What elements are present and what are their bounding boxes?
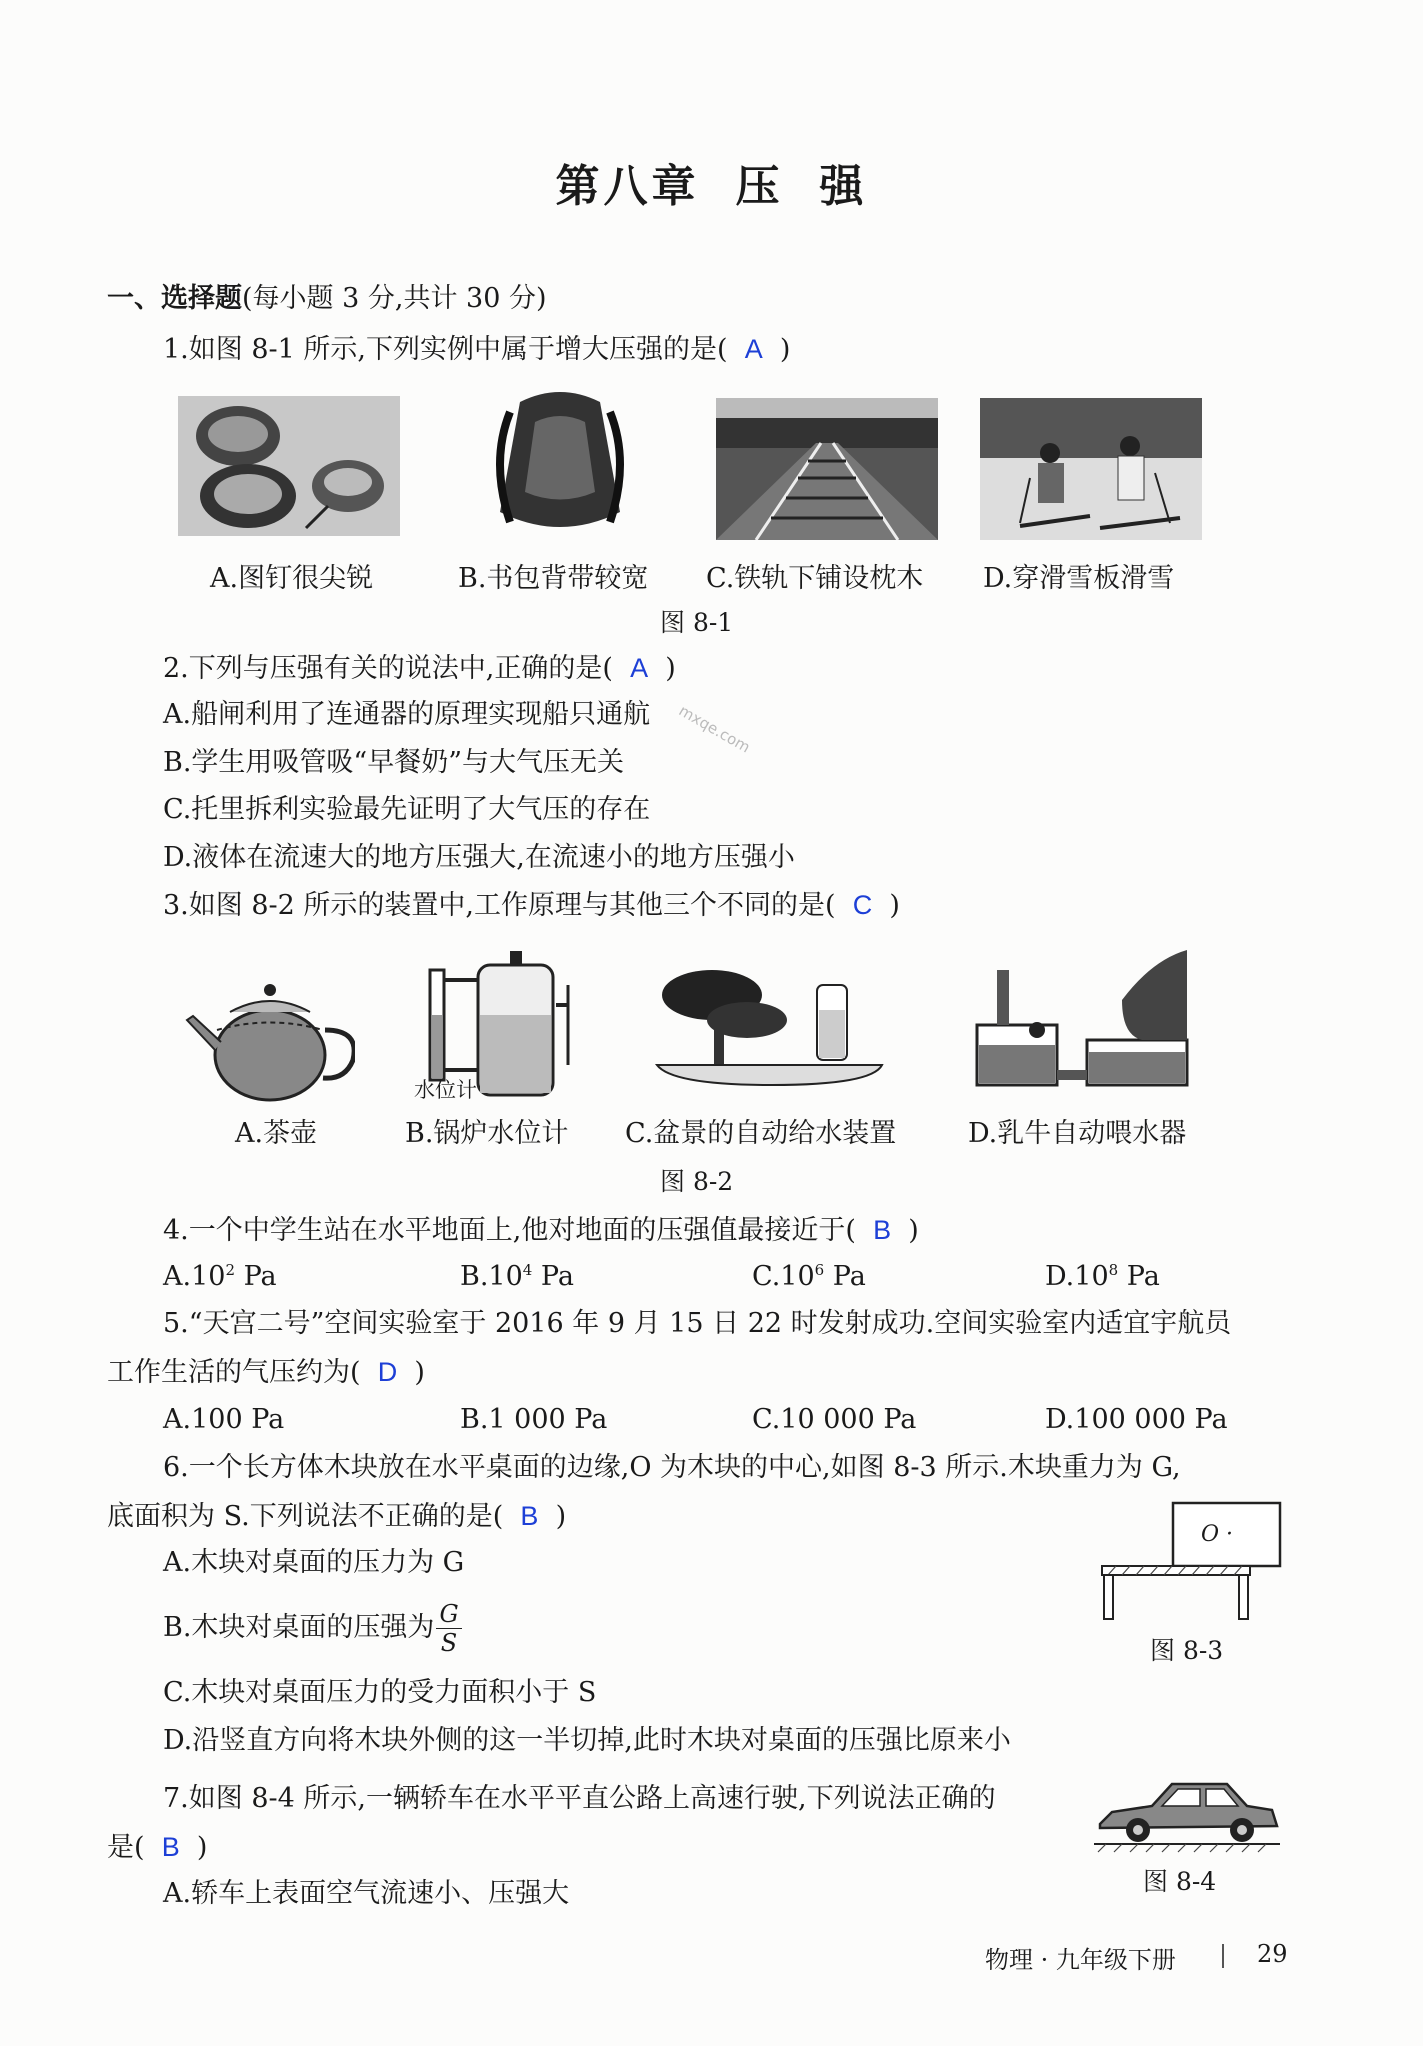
question-6-line2: 底面积为 S.下列说法不正确的是( B ) [107,1501,567,1532]
q2-option-a: A.船闸利用了连通器的原理实现船只通航 [163,699,651,730]
question-5-line1: 5.“天宫二号”空间实验室于 2016 年 9 月 15 日 22 时发射成功.空间实验室内适宜宇航员 [163,1308,1232,1339]
section-header: 一、选择题(每小题 3 分,共计 30 分) [107,283,547,314]
block-on-table-figure [1100,1500,1285,1625]
q3-option-c: C.盆景的自动给水装置 [625,1118,897,1149]
figure-8-1-caption: 图 8-1 [660,608,734,637]
q7-option-a: A.轿车上表面空气流速小、压强大 [163,1878,570,1909]
question-6-line1: 6.一个长方体木块放在水平桌面的边缘,O 为木块的中心,如图 8-3 所示.木块重力为 G, [163,1452,1181,1483]
chapter-title: 第八章 压 强 [555,161,868,212]
q2-option-d: D.液体在流速大的地方压强大,在流速小的地方压强小 [163,842,795,873]
q4-option-d: $D.10^8$ Pa [1045,1261,1160,1292]
cow-feeder-image [972,940,1192,1100]
q2-option-b: B.学生用吸管吸“早餐奶”与大气压无关 [163,747,625,778]
page-number: 29 [1257,1940,1288,1968]
q1-option-b: B.书包背带较宽 [458,563,649,594]
q4-option-c: $C.10^6$ Pa [752,1261,866,1292]
q2-option-c: C.托里拆利实验最先证明了大气压的存在 [163,794,651,825]
q5-option-a: A.100 Pa [163,1404,285,1435]
q3-option-a: A.茶壶 [235,1118,318,1149]
answer-7: B [161,1832,180,1862]
pressure-fraction: $\frac{G}{S}$ [436,1600,461,1657]
block-center-label: O · [1201,1522,1234,1547]
q4-option-b: $B.10^4$ Pa [460,1261,574,1292]
answer-4: B [873,1215,892,1245]
question-7-line1: 7.如图 8-4 所示,一辆轿车在水平平直公路上高速行驶,下列说法正确的 [163,1783,996,1814]
backpack-image [480,382,640,540]
question-7-line2: 是( B ) [107,1832,208,1863]
bonsai-image [652,955,892,1095]
q3-option-d: D.乳牛自动喂水器 [968,1118,1187,1149]
thumbtack-image [178,396,400,536]
question-4: 4.一个中学生站在水平地面上,他对地面的压强值最接近于( B ) [163,1215,919,1246]
railway-image [716,398,938,540]
q6-option-b: B.木块对桌面的压强为 $\frac{G}{S}$ [163,1598,462,1658]
skiing-image [980,398,1202,540]
answer-1: A [744,334,763,364]
q1-option-a: A.图钉很尖锐 [210,563,374,594]
answer-5: D [377,1357,398,1387]
footer-book-title: 物理 · 九年级下册 [985,1946,1176,1974]
answer-2: A [630,653,649,683]
q5-option-c: C.10 000 Pa [752,1404,917,1435]
gauge-label: 水位计 [414,1078,477,1102]
q6-option-c: C.木块对桌面压力的受力面积小于 S [163,1677,597,1708]
figure-8-3-caption: 图 8-3 [1150,1636,1224,1665]
question-3: 3.如图 8-2 所示的装置中,工作原理与其他三个不同的是( C ) [163,890,900,921]
q6-option-d: D.沿竖直方向将木块外侧的这一半切掉,此时木块对桌面的压强比原来小 [163,1725,1011,1756]
question-5-line2: 工作生活的气压约为( D ) [107,1357,425,1388]
q3-option-b: B.锅炉水位计 [405,1118,569,1149]
q1-option-d: D.穿滑雪板滑雪 [983,563,1175,594]
figure-8-4-caption: 图 8-4 [1143,1867,1217,1896]
question-1: 1.如图 8-1 所示,下列实例中属于增大压强的是( A ) [163,334,791,365]
q1-option-c: C.铁轨下铺设枕木 [706,563,924,594]
q5-option-b: B.1 000 Pa [460,1404,608,1435]
answer-6: B [520,1501,539,1531]
teapot-image [185,960,355,1110]
q5-option-d: D.100 000 Pa [1045,1404,1228,1435]
answer-3: C [852,890,873,920]
q6-option-a: A.木块对桌面的压力为 G [163,1547,465,1578]
footer-divider [1222,1944,1224,1968]
question-2: 2.下列与压强有关的说法中,正确的是( A ) [163,653,676,684]
figure-8-2-caption: 图 8-2 [660,1167,734,1196]
watermark: mxqe.com [675,701,754,757]
q4-option-a: $A.10^2$ Pa [163,1261,277,1292]
car-figure [1092,1776,1282,1856]
